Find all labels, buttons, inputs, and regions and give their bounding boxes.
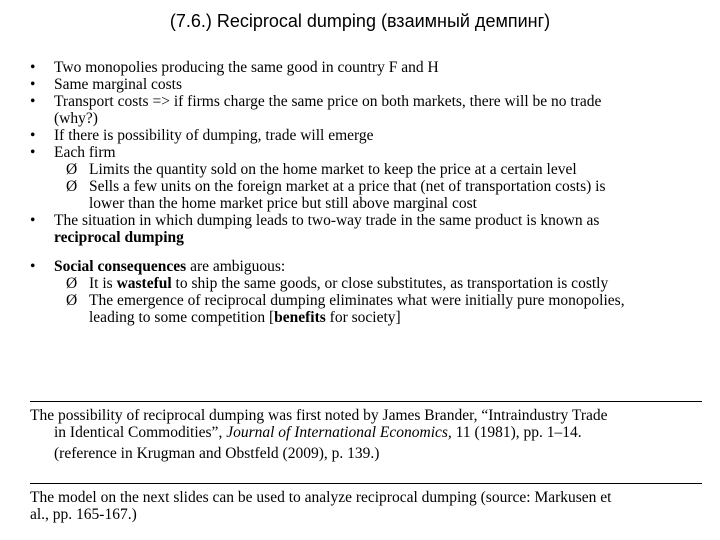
- reference-text: in Identical Commodities”,: [54, 424, 227, 441]
- sub-bullet-text: for society]: [325, 309, 401, 326]
- bullet-text: Transport costs => if firms charge the same price on both markets, there will be no trade: [54, 93, 602, 110]
- reference-source: (reference in Krugman and Obstfeld (2009), p. 139.): [54, 445, 380, 462]
- divider-line: [30, 401, 702, 402]
- arrow-bullet-icon: Ø: [66, 292, 78, 309]
- arrow-bullet-icon: Ø: [66, 178, 78, 195]
- sub-bullet-text-bold: wasteful: [116, 275, 172, 292]
- bullet-text-bold: Social consequences: [54, 258, 187, 275]
- bullet-text-bold: reciprocal dumping: [54, 229, 184, 246]
- bullet-icon: •: [30, 258, 36, 275]
- sub-bullet-text: The emergence of reciprocal dumping eliminates what were initially pure monopolies,: [89, 292, 625, 309]
- sub-bullet-text-bold: benefits: [274, 309, 326, 326]
- sub-bullet-item: [30, 275, 710, 292]
- bullet-item: [30, 144, 710, 161]
- sub-bullet-text: to ship the same goods, or close substitutes, as transportation is costly: [171, 275, 609, 292]
- reference-note: [30, 407, 710, 462]
- sub-bullet-text: Sells a few units on the foreign market at a price that (net of transportation costs) is: [89, 178, 606, 195]
- divider-line: [30, 483, 702, 484]
- sub-bullet-item: [30, 292, 710, 326]
- bullet-icon: •: [30, 144, 36, 161]
- bullet-icon: •: [30, 59, 36, 76]
- bullet-text: If there is possibility of dumping, trade will emerge: [54, 127, 374, 144]
- bullet-text: The situation in which dumping leads to two-way trade in the same product is known as: [54, 212, 600, 229]
- slide-title: (7.6.) Reciprocal dumping (взаимный демпинг): [169, 11, 551, 31]
- sub-bullet-text: leading to some competition [: [89, 309, 275, 326]
- reference-line: The possibility of reciprocal dumping was first noted by James Brander, “Intraindustry Trade: [30, 407, 608, 424]
- reference-line: [30, 424, 710, 441]
- bullet-icon: •: [30, 212, 36, 229]
- bullet-icon: •: [30, 127, 36, 144]
- bullet-item: [30, 127, 710, 144]
- bullet-item: [30, 93, 710, 127]
- bullet-text: Same marginal costs: [54, 76, 182, 93]
- bullet-text: Each firm: [54, 144, 116, 161]
- bullet-item: [30, 258, 710, 275]
- sub-bullet-text: It is: [89, 275, 117, 292]
- bullet-icon: •: [30, 76, 36, 93]
- reference-text: 11 (1981), pp. 1–14.: [451, 424, 582, 441]
- bullet-list: [30, 59, 710, 326]
- bullet-item: [30, 212, 710, 246]
- bullet-item: [30, 59, 710, 76]
- arrow-bullet-icon: Ø: [66, 161, 78, 178]
- sub-bullet-text-continued: lower than the home market price but still above marginal cost: [89, 195, 477, 212]
- bullet-item: [30, 76, 710, 93]
- bullet-text: are ambiguous:: [186, 258, 286, 275]
- bullet-text-continued: (why?): [54, 110, 98, 127]
- arrow-bullet-icon: Ø: [66, 275, 78, 292]
- model-note-line: al., pp. 165-167.): [30, 506, 137, 523]
- model-note: [30, 489, 710, 523]
- journal-name: Journal of International Economics,: [226, 424, 452, 441]
- sub-bullet-text: Limits the quantity sold on the home market to keep the price at a certain level: [89, 161, 577, 178]
- bullet-text: Two monopolies producing the same good in country F and H: [54, 59, 439, 76]
- sub-bullet-item: [30, 161, 710, 178]
- sub-bullet-item: [30, 178, 710, 212]
- bullet-icon: •: [30, 93, 36, 110]
- model-note-line: The model on the next slides can be used to analyze reciprocal dumping (source: Markusen et: [30, 489, 612, 506]
